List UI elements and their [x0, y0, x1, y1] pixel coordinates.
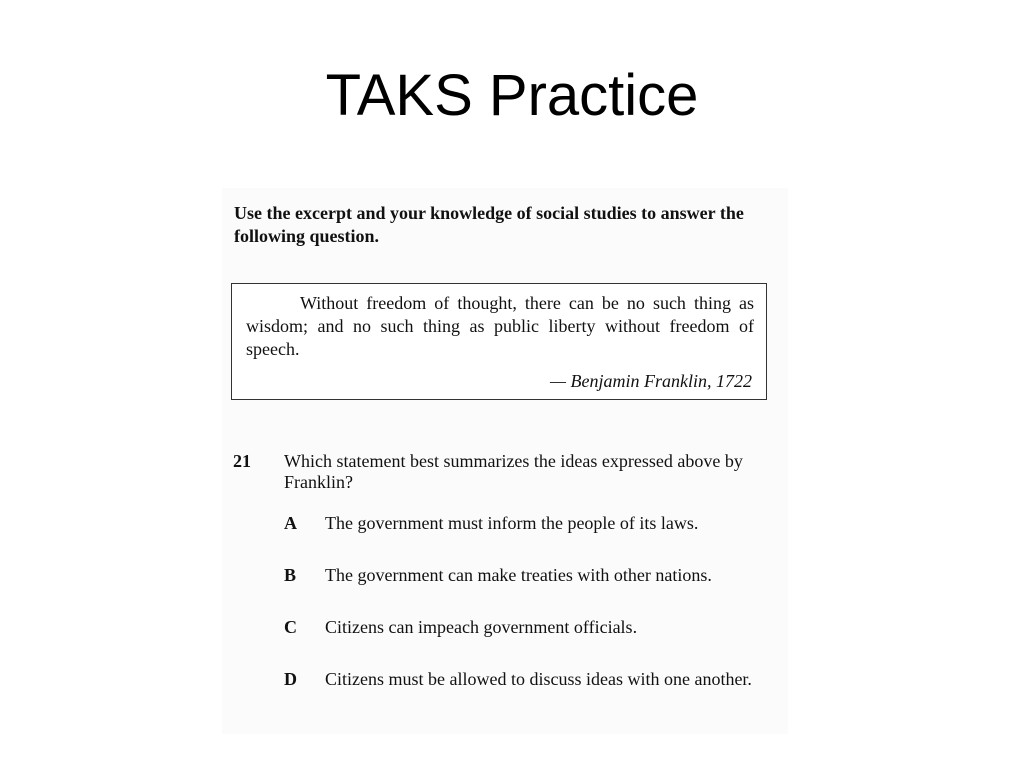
- option-letter: D: [284, 669, 297, 689]
- option-letter: A: [284, 513, 297, 533]
- question-text: Which statement best summarizes the ideas expressed above by Franklin?: [284, 451, 743, 492]
- excerpt-attribution: — Benjamin Franklin, 1722: [550, 371, 752, 391]
- question-number: 21: [233, 451, 251, 471]
- excerpt-quote: Without freedom of thought, there can be no such thing as wisdom; and no such thing as public liberty without freedom of speech.: [246, 293, 754, 359]
- option-letter: B: [284, 565, 297, 585]
- option-text: Citizens must be allowed to discuss ideas with one another.: [325, 669, 752, 689]
- option-letter: C: [284, 617, 297, 637]
- question-instructions: Use the excerpt and your knowledge of social studies to answer the following question.: [234, 203, 744, 246]
- excerpt-box: [231, 283, 767, 400]
- option-text: Citizens can impeach government officials.: [325, 617, 638, 637]
- option-text: The government must inform the people of its laws.: [325, 513, 699, 533]
- option-text: The government can make treaties with other nations.: [325, 565, 712, 585]
- slide-title: TAKS Practice: [325, 63, 699, 128]
